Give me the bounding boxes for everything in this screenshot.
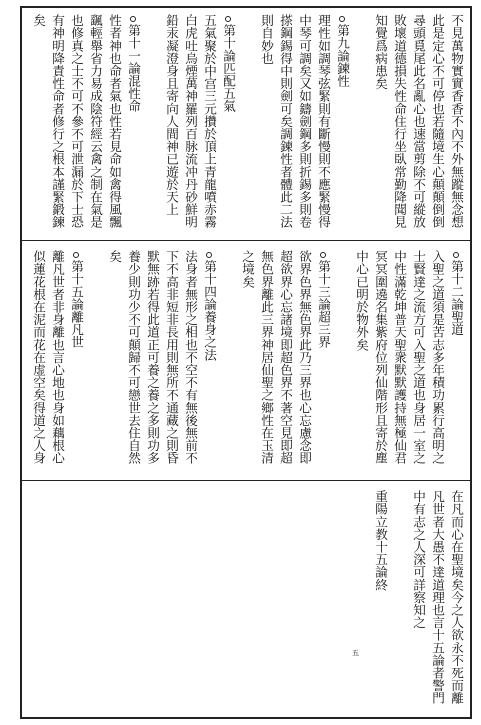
text-column: 五氣聚於中宫三元攢於頂上青龍噴赤霧 xyxy=(202,14,217,229)
section-heading: 第十一論混性命 xyxy=(126,24,141,113)
text-column: 性者神也命者氣也性若見命如禽得風飄 xyxy=(107,14,122,229)
text-column: 凡世者大愚不達道理也言十五論者警門 xyxy=(430,490,445,705)
text-column: 中有志之人深可詳察知之 xyxy=(411,490,426,629)
text-column: 不見萬物實實香香不內不外無蹤無念想 xyxy=(449,14,464,229)
text-column: 士賢達之流方可入聖之道也身居一室之 xyxy=(411,250,426,465)
section-divider-top xyxy=(20,240,472,241)
text-column: 中琴可調矣又如鑄劍鋼多則折錫多則卷 xyxy=(297,14,312,229)
text-column: 知覺爲病患矣 xyxy=(373,14,388,90)
text-column: 鉛汞凝澄身且寄向人間神已遊於天上 xyxy=(164,14,179,216)
section-marker-circle xyxy=(130,16,136,22)
text-column: 有神明降責性命者修行之根本謹緊鍛鍊 xyxy=(50,14,65,229)
text-column: 矣 xyxy=(107,250,122,263)
section-marker-circle xyxy=(73,252,79,258)
text-column: 則自妙也 xyxy=(259,14,274,65)
section-marker-circle xyxy=(320,252,326,258)
text-column: 颻輕舉省力易成陰符經云禽之制在氣是 xyxy=(88,14,103,229)
page-mark: 五 xyxy=(352,649,359,657)
text-column: 矣 xyxy=(31,14,46,27)
text-column: 超欲界心忘諸境即超色界不著空見即超 xyxy=(278,250,293,465)
section-heading: 第十三論超三界 xyxy=(316,260,331,349)
text-column: 冥冥圍遶名集紫府位列仙階形且寄於塵 xyxy=(373,250,388,465)
text-column: 離凡世者非身離也言心地也身如藕根心 xyxy=(50,250,65,465)
text-column: 白虎吐烏煙萬神羅列百脉流冲丹砂鮮明 xyxy=(183,14,198,229)
text-column: 下不高非短非長用則無所不通藏之則昏 xyxy=(164,250,179,465)
section-marker-circle xyxy=(206,252,212,258)
text-column: 之境矣 xyxy=(240,250,255,288)
section-heading: 第十四論養身之法 xyxy=(202,260,217,361)
text-column: 無色界離此三界神居仙聖之鄉性在玉清 xyxy=(259,250,274,465)
section-divider-bottom xyxy=(20,480,472,481)
text-column: 也修真之士不可不參不可泄漏於下士恐 xyxy=(69,14,84,229)
text-column: 中心已明於物外矣 xyxy=(354,250,369,351)
text-column: 敗壞道德損失性命住行坐臥常勤降聞見 xyxy=(392,14,407,229)
colophon: 重陽立教十五論終 xyxy=(373,490,388,591)
text-column: 理性如調琴弦緊則有斷慢則不應緊慢得 xyxy=(316,14,331,229)
text-column: 默無跡若得此道正可養之養之多則功多 xyxy=(145,250,160,465)
section-heading: 第十二論聖道 xyxy=(449,260,464,336)
section-heading: 第十論匹配五氣 xyxy=(221,24,236,113)
text-column: 中性滿乾坤普天聖衆默默護持無極仙君 xyxy=(392,250,407,465)
text-column: 在凡而心在聖境矣今之人欲永不死而離 xyxy=(449,490,464,705)
section-marker-circle xyxy=(453,252,459,258)
section-marker-circle xyxy=(225,16,231,22)
text-column: 養少則功少不可顛歸不可戀世去住自然 xyxy=(126,250,141,465)
text-column: 欲界色界無色界此乃三界也心忘慮念即 xyxy=(297,250,312,465)
text-column: 似蓮花根在泥而花在虚空矣得道之人身 xyxy=(31,250,46,465)
text-column: 此是定心不可停也若隨境生心顛顛倒倒 xyxy=(430,14,445,229)
text-column: 入聖之道須是苦志多年積功累行高明之 xyxy=(430,250,445,465)
text-column: 搽鋼錫得中則劍可矣調鍊性者體此二法 xyxy=(278,14,293,229)
text-column: 尋頭覓尾此名亂心也速當剪除不可縱放 xyxy=(411,14,426,229)
section-marker-circle xyxy=(339,16,345,22)
section-heading: 第九論鍊性 xyxy=(335,24,350,87)
text-column: 法身者無形之相也不空不有無後無前不 xyxy=(183,250,198,465)
section-heading: 第十五論離凡世 xyxy=(69,260,84,349)
